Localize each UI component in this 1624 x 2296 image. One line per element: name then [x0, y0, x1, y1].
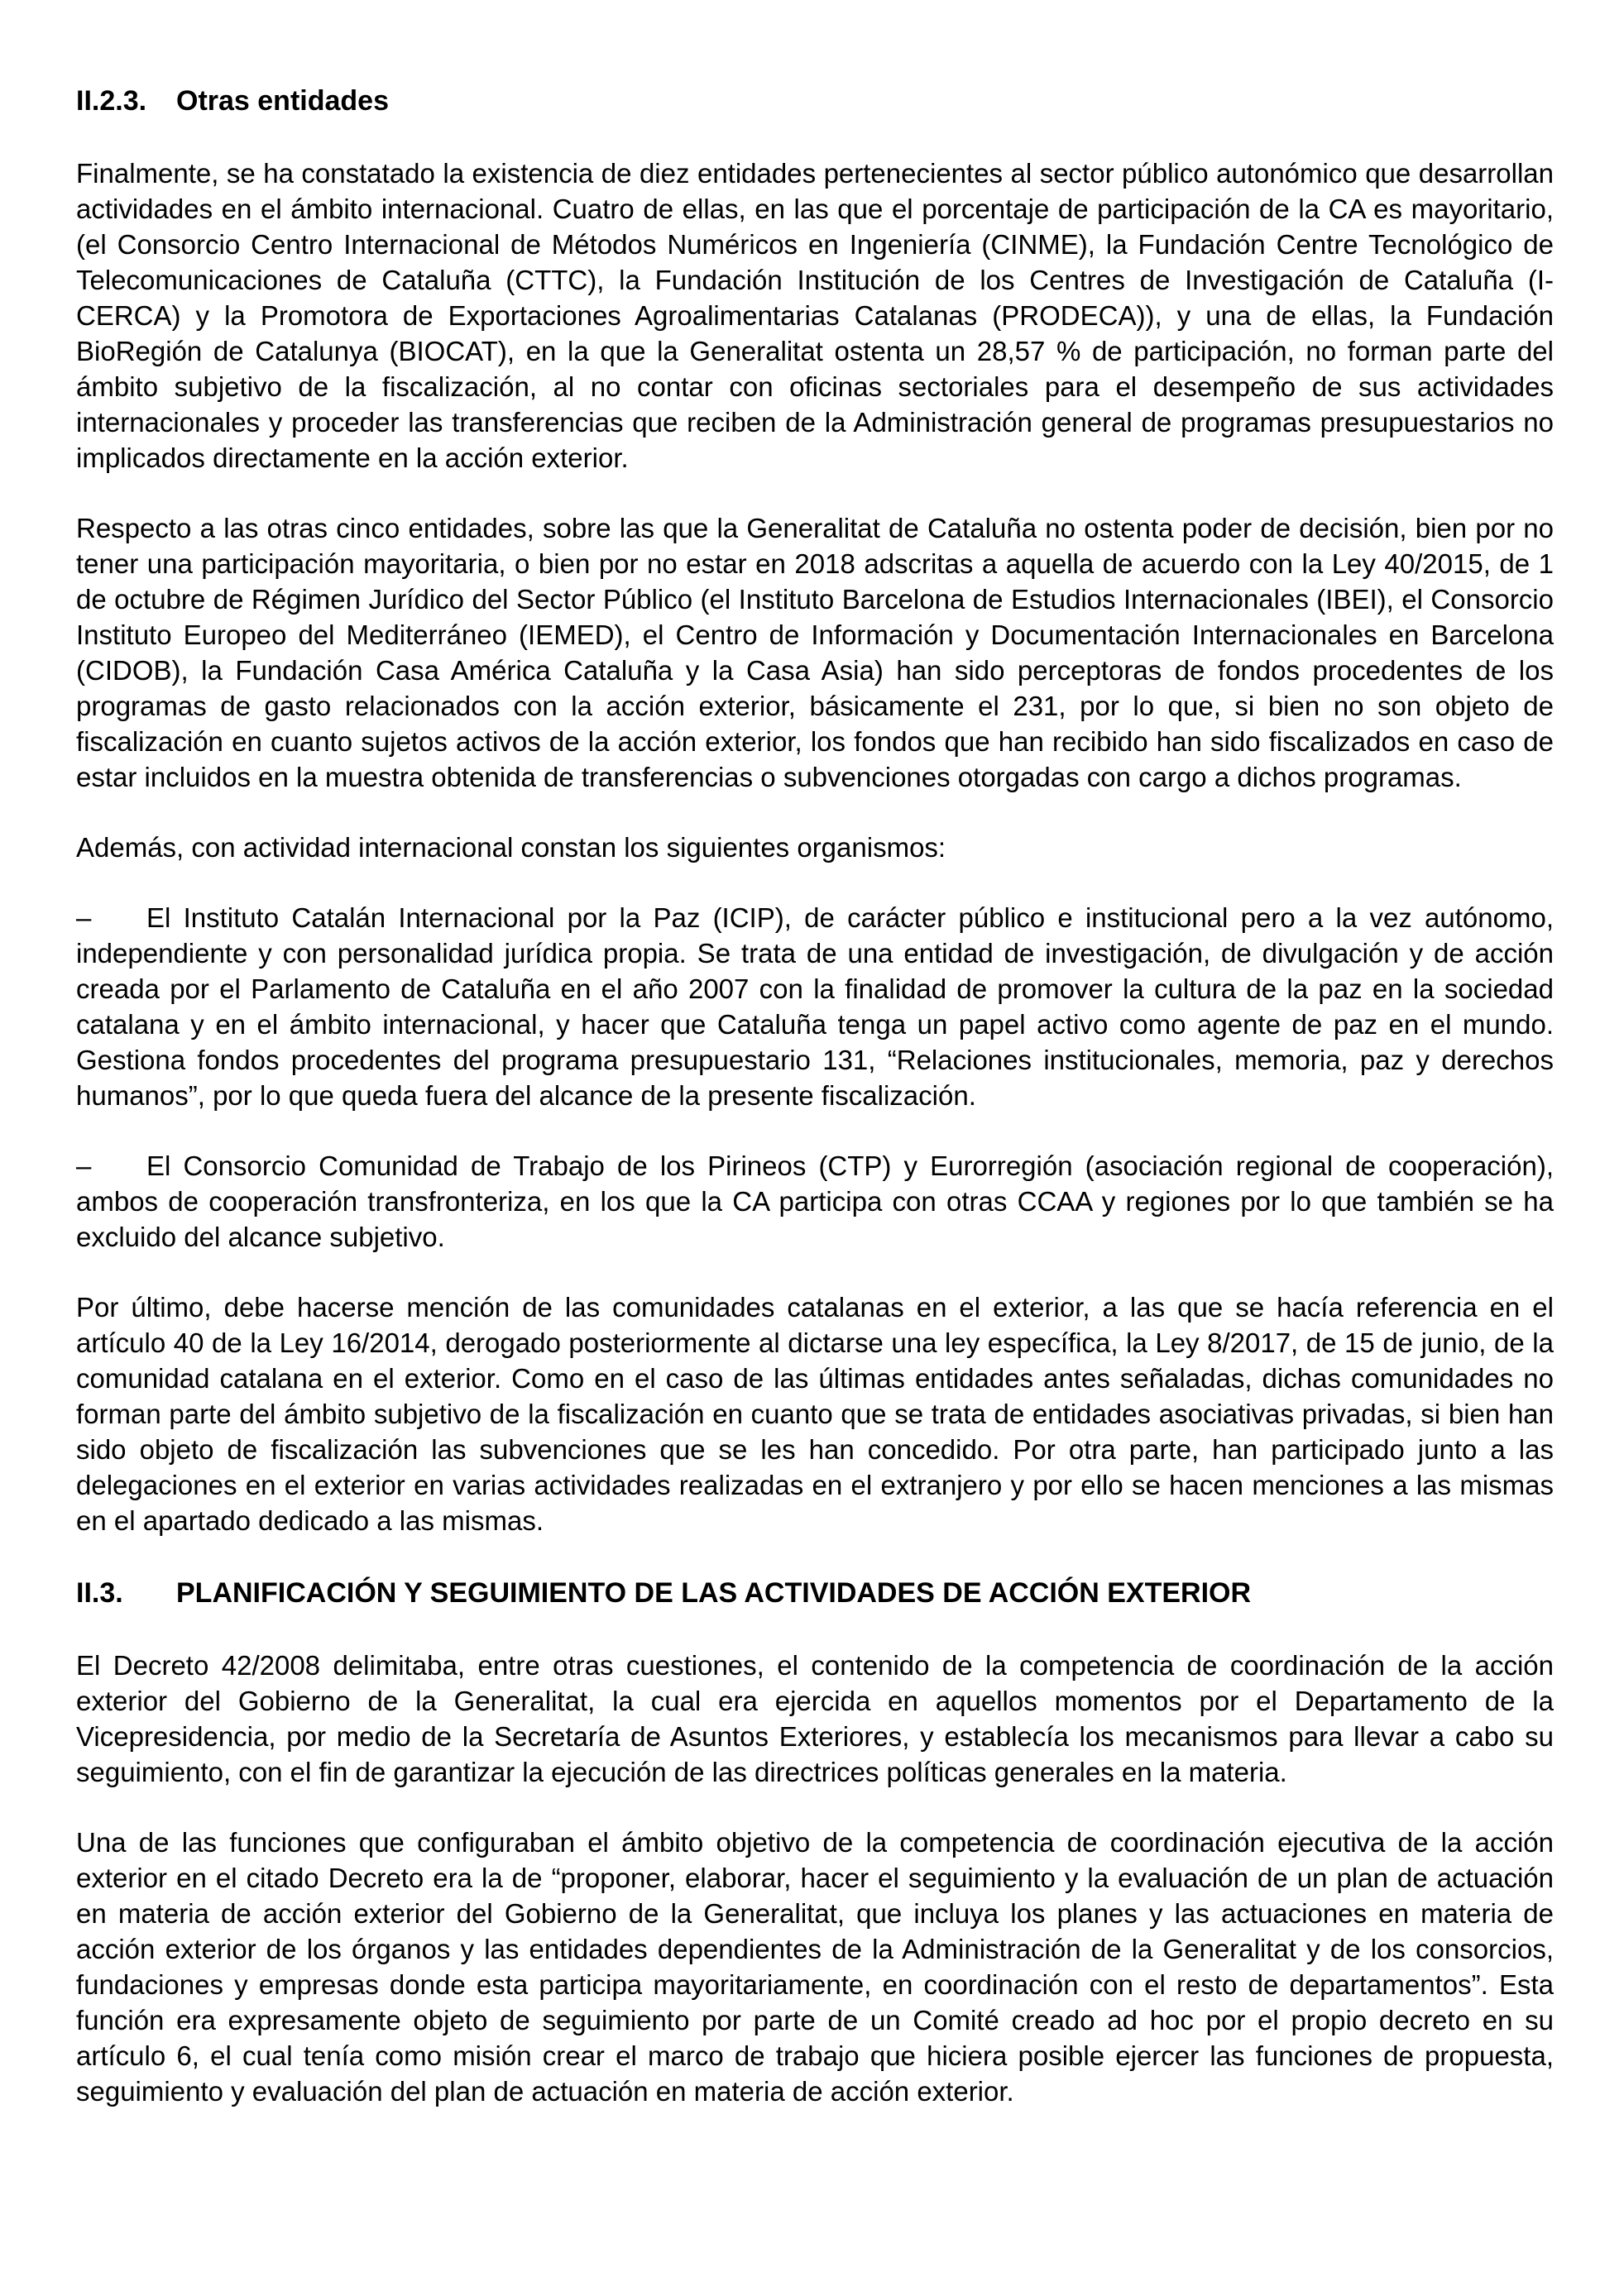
section-number: II.3. [76, 1577, 123, 1609]
list-item-icip [76, 900, 1554, 1113]
section-heading-planificacion [76, 1575, 1554, 1611]
section-title: PLANIFICACIÓN Y SEGUIMIENTO DE LAS ACTIVIDADES DE ACCIÓN EXTERIOR [176, 1577, 1252, 1609]
list-item-text: El Instituto Catalán Internacional por la Paz (ICIP), de carácter público e institucional pero a la vez autónomo, independiente y con personalidad jurídica propia. Se trata de una entidad de investigación, de divulgación y de acción creada por el Parlamento de Cataluña en el año 2007 con la finalidad de promover la cultura de la paz en la sociedad catalana y en el ámbito internacional, y hacer que Cataluña tenga un papel activo como agente de paz en el mundo. Gestiona fondos procedentes del programa presupuestario 131, “Relaciones institucionales, memoria, paz y derechos humanos”, por lo que queda fuera del alcance de la presente fiscalización. [76, 902, 1554, 1111]
section-number: II.2.3. [76, 85, 147, 117]
dash-bullet: – [76, 1150, 92, 1181]
paragraph-otras-cinco-entidades: Respecto a las otras cinco entidades, sobre las que la Generalitat de Cataluña no ostenta poder de decisión, bien por no tener una participación mayoritaria, o bien por no estar en 2018 adscritas a aquella de acuerdo con la Ley 40/2015, de 1 de octubre de Régimen Jurídico del Sector Público (el Instituto Barcelona de Estudios Internacionales (IBEI), el Consorcio Instituto Europeo del Mediterráneo (IEMED), el Centro de Información y Documentación Internacionales en Barcelona (CIDOB), la Fundación Casa América Cataluña y la Casa Asia) han sido perceptoras de fondos procedentes de los programas de gasto relacionados con la acción exterior, básicamente el 231, por lo que, si bien no son objeto de fiscalización en cuanto sujetos activos de la acción exterior, los fondos que han recibido han sido fiscalizados en caso de estar incluidos en la muestra obtenida de transferencias o subvenciones otorgadas con cargo a dichos programas. [76, 513, 1554, 792]
paragraph-organismos-intro: Además, con actividad internacional constan los siguientes organismos: [76, 832, 946, 863]
section-title: Otras entidades [176, 85, 389, 117]
list-item-text: El Consorcio Comunidad de Trabajo de los Pirineos (CTP) y Eurorregión (asociación regional de cooperación), ambos de cooperación transfronteriza, en los que la CA participa con otras CCAA y regiones por lo que también se ha excluido del alcance subjetivo. [76, 1150, 1554, 1252]
dash-bullet: – [76, 902, 92, 933]
list-item-ctp-eurorregion [76, 1148, 1554, 1255]
paragraph-entidades-sector-publico: Finalmente, se ha constatado la existencia de diez entidades pertenecientes al sector público autonómico que desarrollan actividades en el ámbito internacional. Cuatro de ellas, en las que el porcentaje de participación de la CA es mayoritario, (el Consorcio Centro Internacional de Métodos Numéricos en Ingeniería (CINME), la Fundación Centre Tecnológico de Telecomunicaciones de Cataluña (CTTC), la Fundación Institución de los Centres de Investigación de Cataluña (I-CERCA) y la Promotora de Exportaciones Agroalimentarias Catalanas (PRODECA)), y una de ellas, la Fundación BioRegión de Catalunya (BIOCAT), en la que la Generalitat ostenta un 28,57 % de participación, no forman parte del ámbito subjetivo de la fiscalización, al no contar con oficinas sectoriales para el desempeño de sus actividades internacionales y proceder las transferencias que reciben de la Administración general de programas presupuestarios no implicados directamente en la acción exterior. [76, 158, 1554, 473]
paragraph-decreto-42-2008: El Decreto 42/2008 delimitaba, entre otras cuestiones, el contenido de la competencia de coordinación de la acción exterior del Gobierno de la Generalitat, la cual era ejercida en aquellos momentos por el Departamento de la Vicepresidencia, por medio de la Secretaría de Asuntos Exteriores, y establecía los mecanismos para llevar a cabo su seguimiento, con el fin de garantizar la ejecución de las directrices políticas generales en la materia. [76, 1650, 1554, 1787]
paragraph-funciones-coordinacion: Una de las funciones que configuraban el ámbito objetivo de la competencia de coordinación ejecutiva de la acción exterior en el citado Decreto era la de “proponer, elaborar, hacer el seguimiento y la evaluación de un plan de actuación en materia de acción exterior del Gobierno de la Generalitat, que incluya los planes y las actuaciones en materia de acción exterior de los órganos y las entidades dependientes de la Administración de la Generalitat y de los consorcios, fundaciones y empresas donde esta participa mayoritariamente, en coordinación con el resto de departamentos”. Esta función era expresamente objeto de seguimiento por parte de un Comité creado ad hoc por el propio decreto en su artículo 6, el cual tenía como misión crear el marco de trabajo que hiciera posible ejercer las funciones de propuesta, seguimiento y evaluación del plan de actuación en materia de acción exterior. [76, 1827, 1554, 2107]
paragraph-comunidades-catalanas: Por último, debe hacerse mención de las comunidades catalanas en el exterior, a las que se hacía referencia en el artículo 40 de la Ley 16/2014, derogado posteriormente al dictarse una ley específica, la Ley 8/2017, de 15 de junio, de la comunidad catalana en el exterior. Como en el caso de las últimas entidades antes señaladas, dichas comunidades no forman parte del ámbito subjetivo de la fiscalización en cuanto que se trata de entidades asociativas privadas, si bien han sido objeto de fiscalización las subvenciones que se les han concedido. Por otra parte, han participado junto a las delegaciones en el exterior en varias actividades realizadas en el extranjero y por ello se hacen menciones a las mismas en el apartado dedicado a las mismas. [76, 1292, 1554, 1536]
section-heading-otras-entidades [76, 83, 1554, 119]
